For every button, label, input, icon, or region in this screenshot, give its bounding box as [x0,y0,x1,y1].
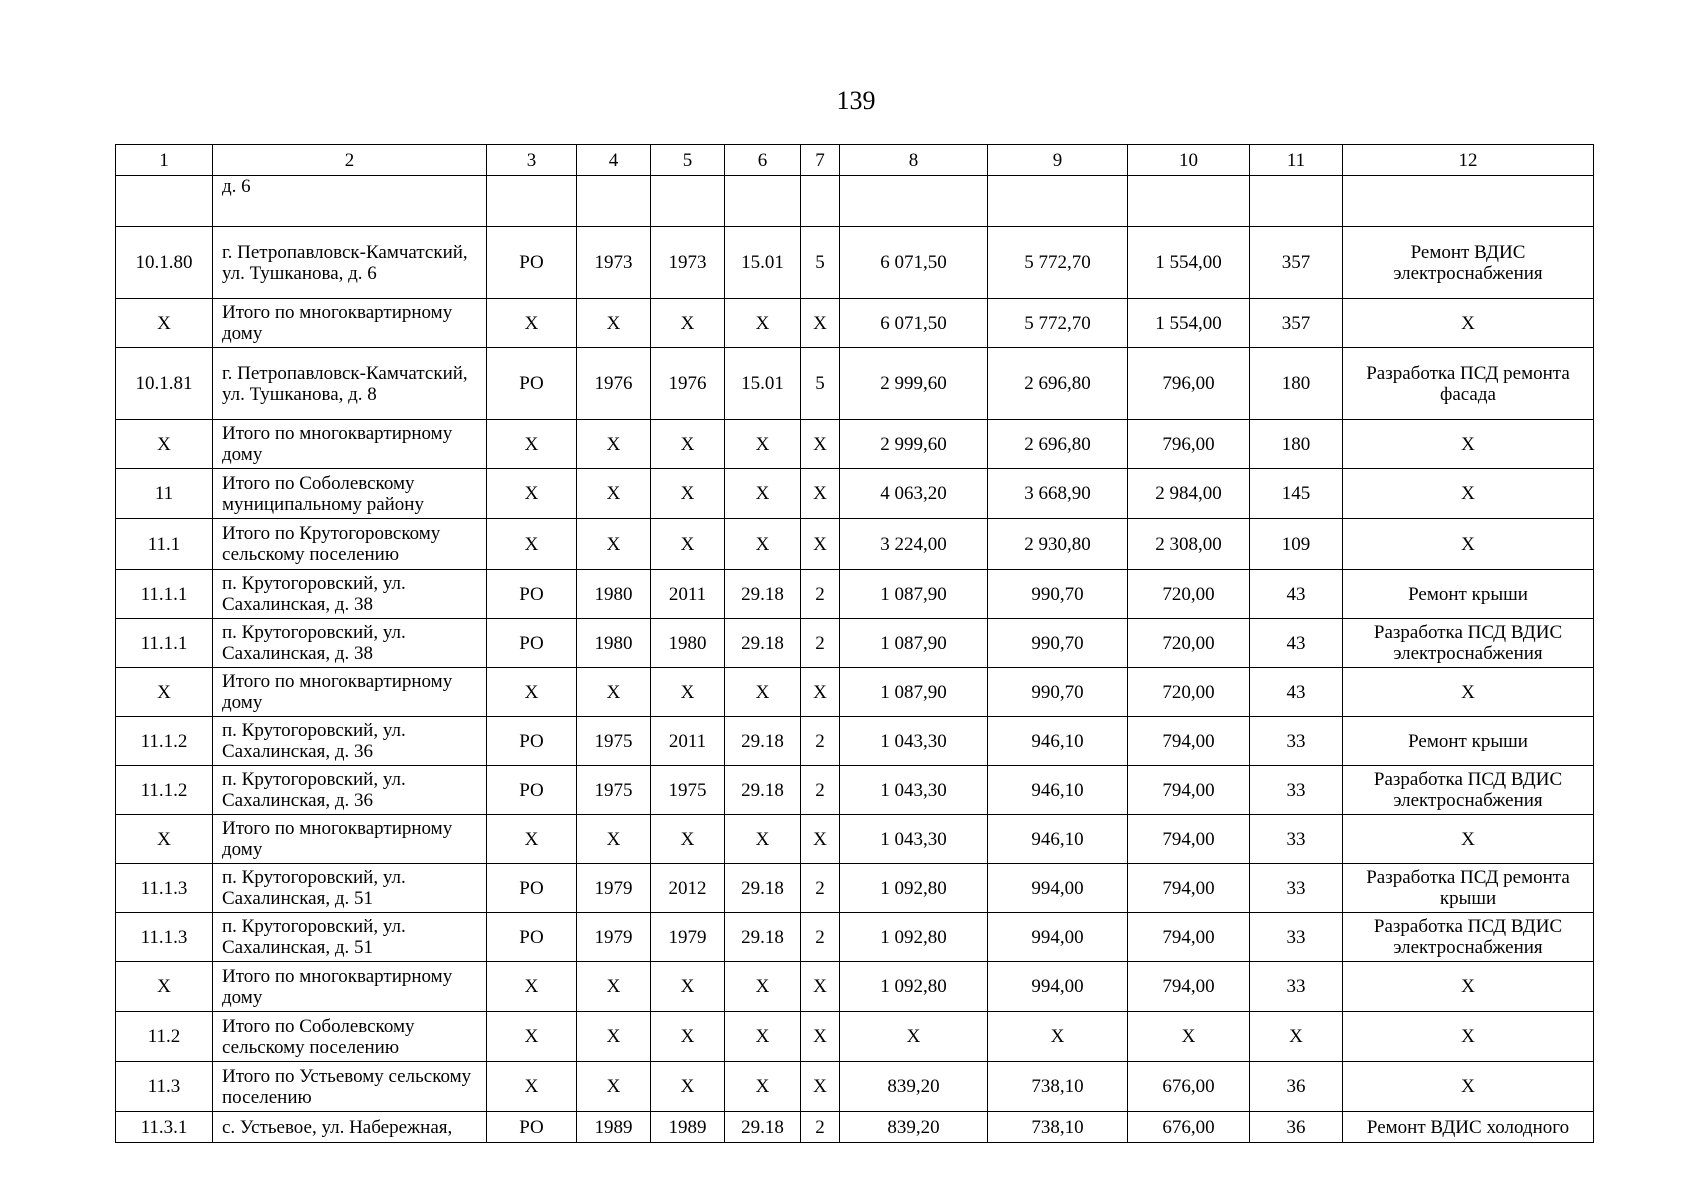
table-cell: 1980 [577,570,651,619]
table-cell: X [487,668,577,717]
table-cell: X [651,519,725,570]
table-cell: X [651,1062,725,1112]
table-cell [801,176,840,227]
table-cell: X [577,299,651,348]
table-cell: РО [487,766,577,815]
table-row [116,570,1594,619]
table-cell: X [1343,815,1594,864]
table-cell: 1 043,30 [840,815,988,864]
table-row [116,519,1594,570]
data-table [115,144,1594,1143]
table-cell [487,176,577,227]
table-cell: РО [487,227,577,299]
table-cell: Разработка ПСД ВДИС электроснабжения [1343,766,1594,815]
table-cell: X [725,519,801,570]
table-cell: X [577,815,651,864]
table-cell: 794,00 [1128,913,1250,962]
table-cell: 946,10 [988,815,1128,864]
table-cell: РО [487,570,577,619]
column-header: 10 [1128,145,1250,176]
table-row [116,348,1594,420]
table-cell: 11.2 [116,1012,213,1062]
table-cell: X [801,668,840,717]
table-cell: Итого по многоквартирному дому [213,420,487,469]
table-cell [651,176,725,227]
table-cell: 29.18 [725,766,801,815]
table-cell: X [801,962,840,1012]
table-cell: 1976 [577,348,651,420]
table-cell: 11.1.3 [116,864,213,913]
table-cell: 1976 [651,348,725,420]
table-row [116,420,1594,469]
table-cell: 2 984,00 [1128,469,1250,519]
table-row [116,619,1594,668]
table-cell: X [487,420,577,469]
column-header: 12 [1343,145,1594,176]
table-cell: X [487,299,577,348]
table-cell: 1973 [651,227,725,299]
table-row [116,962,1594,1012]
table-cell: 720,00 [1128,668,1250,717]
table-cell: 33 [1250,815,1343,864]
header-row [116,145,1594,176]
table-cell: X [651,668,725,717]
table-cell: X [577,962,651,1012]
table-cell [1128,176,1250,227]
table-cell: п. Крутогоровский, ул. Сахалинская, д. 36 [213,717,487,766]
table-cell: X [801,469,840,519]
table-cell: 29.18 [725,864,801,913]
table-cell: РО [487,619,577,668]
table-cell: X [577,469,651,519]
table-cell: 2 [801,766,840,815]
table-cell: 1 087,90 [840,668,988,717]
table-cell: Разработка ПСД ВДИС электроснабжения [1343,619,1594,668]
table-cell: 3 224,00 [840,519,988,570]
table-cell: X [116,962,213,1012]
table-cell: X [1343,962,1594,1012]
table-cell: 794,00 [1128,717,1250,766]
table-cell: 1 043,30 [840,766,988,815]
table-cell: 11.1.3 [116,913,213,962]
table-cell: X [725,962,801,1012]
table-cell: X [1343,519,1594,570]
table-cell: 2 696,80 [988,420,1128,469]
table-cell: X [1343,668,1594,717]
table-cell: 720,00 [1128,619,1250,668]
table-cell: 2 308,00 [1128,519,1250,570]
table-cell: X [725,299,801,348]
table-cell: 11 [116,469,213,519]
table-row [116,913,1594,962]
table-cell: 11.1.2 [116,766,213,815]
table-cell: X [116,420,213,469]
table-cell: X [487,1012,577,1062]
table-cell: X [801,299,840,348]
table-cell: 946,10 [988,717,1128,766]
table-cell [577,176,651,227]
table-cell: X [487,469,577,519]
table-cell: 33 [1250,717,1343,766]
table-cell: 2 [801,570,840,619]
table-cell: 1 554,00 [1128,299,1250,348]
table-cell: 33 [1250,913,1343,962]
table-cell: 43 [1250,668,1343,717]
table-cell: 2 930,80 [988,519,1128,570]
table-cell: X [487,962,577,1012]
table-cell: РО [487,1112,577,1143]
table-cell: 36 [1250,1112,1343,1143]
table-cell: г. Петропавловск-Камчатский, ул. Тушканова, д. 6 [213,227,487,299]
table-cell: 180 [1250,420,1343,469]
table-cell: 2 999,60 [840,348,988,420]
table-cell: X [651,815,725,864]
table-cell: 36 [1250,1062,1343,1112]
table-cell: X [1343,1012,1594,1062]
table-cell: РО [487,864,577,913]
column-header: 9 [988,145,1128,176]
table-cell: 2 696,80 [988,348,1128,420]
table-cell: 5 772,70 [988,227,1128,299]
table-cell: 990,70 [988,570,1128,619]
table-cell: X [725,1062,801,1112]
table-cell: X [725,815,801,864]
table-cell [840,176,988,227]
table-cell [988,176,1128,227]
table-cell: 10.1.81 [116,348,213,420]
table-row [116,668,1594,717]
column-header: 2 [213,145,487,176]
table-cell: п. Крутогоровский, ул. Сахалинская, д. 38 [213,570,487,619]
table-cell: 676,00 [1128,1112,1250,1143]
table-cell: 2 [801,717,840,766]
table-cell: 11.1.1 [116,619,213,668]
table-cell: 5 772,70 [988,299,1128,348]
table-cell: 2 [801,864,840,913]
table-cell: 738,10 [988,1062,1128,1112]
table-cell: 994,00 [988,913,1128,962]
table-cell: 6 071,50 [840,299,988,348]
table-cell: 720,00 [1128,570,1250,619]
table-cell: X [577,1012,651,1062]
table-cell: 794,00 [1128,962,1250,1012]
table-cell: X [801,519,840,570]
table-cell: 2012 [651,864,725,913]
table-cell: X [725,1012,801,1062]
column-header: 3 [487,145,577,176]
table-cell: X [801,815,840,864]
table-cell: 29.18 [725,1112,801,1143]
table-cell: 2 [801,1112,840,1143]
table-cell: Ремонт ВДИС холодного [1343,1112,1594,1143]
table-row [116,299,1594,348]
page-number: 139 [836,86,876,115]
table-row [116,469,1594,519]
table-cell: 2011 [651,570,725,619]
table-cell: X [487,519,577,570]
table-cell: Ремонт ВДИС электроснабжения [1343,227,1594,299]
table-row [116,717,1594,766]
table-cell: 839,20 [840,1062,988,1112]
table-cell: 180 [1250,348,1343,420]
table-cell: X [651,1012,725,1062]
table-cell: 29.18 [725,619,801,668]
table-cell: 990,70 [988,619,1128,668]
column-header: 6 [725,145,801,176]
table-cell: п. Крутогоровский, ул. Сахалинская, д. 36 [213,766,487,815]
table-cell: 11.1.1 [116,570,213,619]
table-cell: РО [487,913,577,962]
table-cell: X [1343,420,1594,469]
table-cell: X [1343,299,1594,348]
table-cell: X [116,299,213,348]
table-cell: 29.18 [725,913,801,962]
table-cell: 33 [1250,766,1343,815]
table-cell: 1979 [577,864,651,913]
table-cell: РО [487,717,577,766]
column-header: 11 [1250,145,1343,176]
table-cell: 2011 [651,717,725,766]
table-cell: X [1128,1012,1250,1062]
table-cell: 15.01 [725,227,801,299]
table-cell: X [577,519,651,570]
table-row [116,766,1594,815]
table-cell: 994,00 [988,864,1128,913]
table-row [116,815,1594,864]
table-cell: 1989 [651,1112,725,1143]
table-cell: X [487,1062,577,1112]
table-cell: X [487,815,577,864]
table-cell: 1 092,80 [840,913,988,962]
table-cell: 1989 [577,1112,651,1143]
table-cell: 11.1.2 [116,717,213,766]
column-header: 1 [116,145,213,176]
column-header: 8 [840,145,988,176]
table-cell: 1 554,00 [1128,227,1250,299]
table-cell: 29.18 [725,570,801,619]
table-cell: 357 [1250,299,1343,348]
table-cell: 1975 [577,766,651,815]
table-cell: 1 087,90 [840,570,988,619]
table-cell: 33 [1250,962,1343,1012]
table-cell: X [1343,1062,1594,1112]
table-cell: 839,20 [840,1112,988,1143]
table-cell: г. Петропавловск-Камчатский, ул. Тушканова, д. 8 [213,348,487,420]
table-cell: Итого по Соболевскому муниципальному району [213,469,487,519]
table-cell: Разработка ПСД ремонта крыши [1343,864,1594,913]
table-cell: 1 092,80 [840,962,988,1012]
table-cell: 1 043,30 [840,717,988,766]
table-cell: 794,00 [1128,815,1250,864]
table-row [116,227,1594,299]
table-cell: Итого по Устьевому сельскому поселению [213,1062,487,1112]
table-cell: 796,00 [1128,348,1250,420]
table-cell: 794,00 [1128,864,1250,913]
table-cell: 5 [801,227,840,299]
table-cell: 15.01 [725,348,801,420]
table-cell: 2 [801,619,840,668]
table-cell: 1979 [651,913,725,962]
table-cell: 1980 [651,619,725,668]
table-cell: п. Крутогоровский, ул. Сахалинская, д. 51 [213,864,487,913]
table-row [116,176,1594,227]
table-cell: 794,00 [1128,766,1250,815]
table-cell: 145 [1250,469,1343,519]
table-cell: 994,00 [988,962,1128,1012]
table-cell [116,176,213,227]
table-cell: Разработка ПСД ремонта фасада [1343,348,1594,420]
table-cell: Итого по многоквартирному дому [213,668,487,717]
table-cell: X [725,668,801,717]
table-cell: РО [487,348,577,420]
table-cell: 676,00 [1128,1062,1250,1112]
table-cell: 10.1.80 [116,227,213,299]
table-cell: X [577,420,651,469]
table-cell: Итого по многоквартирному дому [213,962,487,1012]
table-cell: 1979 [577,913,651,962]
table-cell: X [651,420,725,469]
table-cell: Итого по Крутогоровскому сельскому поселению [213,519,487,570]
table-cell: 4 063,20 [840,469,988,519]
table-cell: X [577,1062,651,1112]
table-cell: с. Устьевое, ул. Набережная, [213,1112,487,1143]
table-cell: 11.3.1 [116,1112,213,1143]
table-cell: X [116,815,213,864]
table-cell: X [651,299,725,348]
table-cell: 11.1 [116,519,213,570]
table-cell: X [725,420,801,469]
table-cell: 2 [801,913,840,962]
table-cell: 43 [1250,570,1343,619]
table-cell: 946,10 [988,766,1128,815]
table-cell: 2 999,60 [840,420,988,469]
table-cell: X [651,469,725,519]
table-cell: д. 6 [213,176,487,227]
table-cell [725,176,801,227]
table-cell: 43 [1250,619,1343,668]
table-cell: X [801,1012,840,1062]
column-header: 7 [801,145,840,176]
table-row [116,864,1594,913]
table-cell: 1980 [577,619,651,668]
table-cell: X [988,1012,1128,1062]
table-cell: 738,10 [988,1112,1128,1143]
table-row [116,1112,1594,1143]
column-header: 5 [651,145,725,176]
table-cell: п. Крутогоровский, ул. Сахалинская, д. 38 [213,619,487,668]
table-cell: 357 [1250,227,1343,299]
table-cell: 33 [1250,864,1343,913]
table-cell: 796,00 [1128,420,1250,469]
table-cell: 6 071,50 [840,227,988,299]
table-cell: Итого по многоквартирному дому [213,299,487,348]
table-row [116,1062,1594,1112]
table-cell: X [840,1012,988,1062]
table-cell: X [801,1062,840,1112]
table-cell: Итого по Соболевскому сельскому поселению [213,1012,487,1062]
table-cell: 29.18 [725,717,801,766]
table-cell [1250,176,1343,227]
table-cell: X [1343,469,1594,519]
table-cell: 1 092,80 [840,864,988,913]
table-cell: X [1250,1012,1343,1062]
table-cell: п. Крутогоровский, ул. Сахалинская, д. 51 [213,913,487,962]
table-cell: X [725,469,801,519]
table-cell: Разработка ПСД ВДИС электроснабжения [1343,913,1594,962]
table-cell: 109 [1250,519,1343,570]
table-cell: 3 668,90 [988,469,1128,519]
table-cell: Итого по многоквартирному дому [213,815,487,864]
table-cell: 1975 [651,766,725,815]
column-header: 4 [577,145,651,176]
table-cell: 11.3 [116,1062,213,1112]
table-cell: X [116,668,213,717]
table-cell: 5 [801,348,840,420]
table-cell: X [651,962,725,1012]
table-cell: Ремонт крыши [1343,570,1594,619]
table-cell: X [577,668,651,717]
table-cell: X [801,420,840,469]
table-cell: 990,70 [988,668,1128,717]
table-cell [1343,176,1594,227]
table-row [116,1012,1594,1062]
table-cell: 1973 [577,227,651,299]
table-cell: 1 087,90 [840,619,988,668]
table-cell: Ремонт крыши [1343,717,1594,766]
table-cell: 1975 [577,717,651,766]
